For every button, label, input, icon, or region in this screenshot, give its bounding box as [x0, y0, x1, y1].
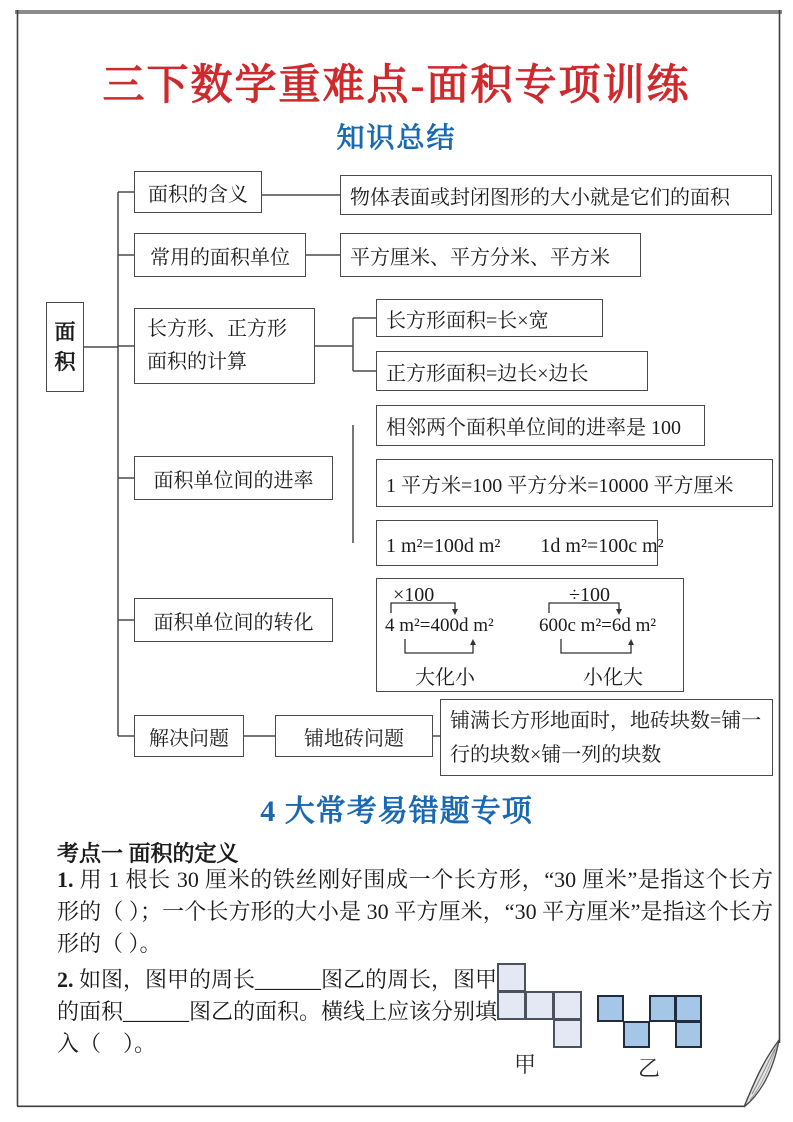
yi-cell [649, 995, 676, 1022]
mindmap-detail-rate-2: 1 平方米=100 平方分米=10000 平方厘米 [376, 459, 773, 507]
page-curl [744, 1040, 779, 1107]
yi-cell [597, 995, 624, 1022]
yi-cell [675, 995, 702, 1022]
mindmap-detail-tiling-formula: 铺满长方形地面时，地砖块数=铺一行的块数×铺一列的块数 [440, 699, 773, 776]
mindmap-branch-problem: 解决问题 [134, 715, 244, 757]
mindmap-conversion-panel [376, 578, 684, 692]
jia-cell [553, 991, 582, 1020]
mindmap-detail-rect-formula: 长方形面积=长×宽 [376, 299, 603, 337]
mindmap-detail-tiling: 铺地砖问题 [275, 715, 433, 757]
jia-cell [525, 991, 554, 1020]
mindmap-detail-square-formula: 正方形面积=边长×边长 [376, 351, 648, 391]
jia-cell [497, 991, 526, 1020]
mindmap-branch-meaning: 面积的含义 [134, 171, 262, 213]
calculation-label-line2: 面积的计算 [147, 351, 247, 373]
figure-yi-label: 乙 [638, 1056, 661, 1081]
section-title-exercises: 4 大常考易错题专项 [260, 795, 533, 828]
calculation-label-line1: 长方形、正方形 [147, 318, 287, 340]
mindmap-detail-meaning: 物体表面或封闭图形的大小就是它们的面积 [340, 175, 772, 215]
figure-jia-label: 甲 [514, 1052, 537, 1077]
mindmap-detail-rate-1: 相邻两个面积单位间的进率是 100 [376, 405, 705, 446]
small-to-big-label: 小化大 [583, 667, 643, 689]
question-1-number: 1. [57, 867, 74, 892]
conversion-left-expression: 4 m²=400d m² [385, 615, 494, 636]
conversion-right-expression: 600c m²=6d m² [539, 615, 657, 636]
question-2-text: 如图，图甲的周长______图乙的周长，图甲的面积______图乙的面积。横线上应该分别填入（ ）。 [57, 967, 498, 1056]
mindmap-branch-units: 常用的面积单位 [134, 233, 306, 277]
jia-cell [553, 1019, 582, 1048]
root-char-1: 面 [54, 320, 76, 344]
yi-cell [623, 1021, 650, 1048]
question-1 [57, 864, 773, 960]
times-100-label: ×100 [393, 584, 435, 606]
mindmap-branch-calculation [134, 308, 315, 384]
mindmap-branch-conversion: 面积单位间的转化 [134, 598, 333, 642]
yi-cell [675, 1021, 702, 1048]
question-1-text: 用 1 根长 30 厘米的铁丝刚好围成一个长方形，“30 厘米”是指这个长方形的（ ）；一个长方形的大小是 30 平方厘米，“30 平方厘米”是指这个长方形的（ ）。 [57, 867, 773, 956]
big-to-small-label: 大化小 [415, 667, 475, 689]
mindmap-branch-rate: 面积单位间的进率 [134, 456, 333, 500]
page-title: 三下数学重难点-面积专项训练 [102, 63, 691, 109]
divide-100-label: ÷100 [569, 584, 610, 606]
root-char-2: 积 [54, 350, 76, 374]
mindmap-detail-units: 平方厘米、平方分米、平方米 [340, 233, 641, 277]
jia-cell [497, 963, 526, 992]
mindmap-detail-rate-3: 1 m²=100d m² 1d m²=100c m² [376, 520, 658, 566]
conversion-arrows [377, 579, 685, 693]
section-title-knowledge: 知识总结 [336, 123, 457, 154]
question-2 [57, 964, 497, 1060]
exam-point-heading: 考点一 面积的定义 [57, 841, 239, 866]
question-2-number: 2. [57, 967, 74, 992]
mindmap-root [46, 302, 84, 392]
